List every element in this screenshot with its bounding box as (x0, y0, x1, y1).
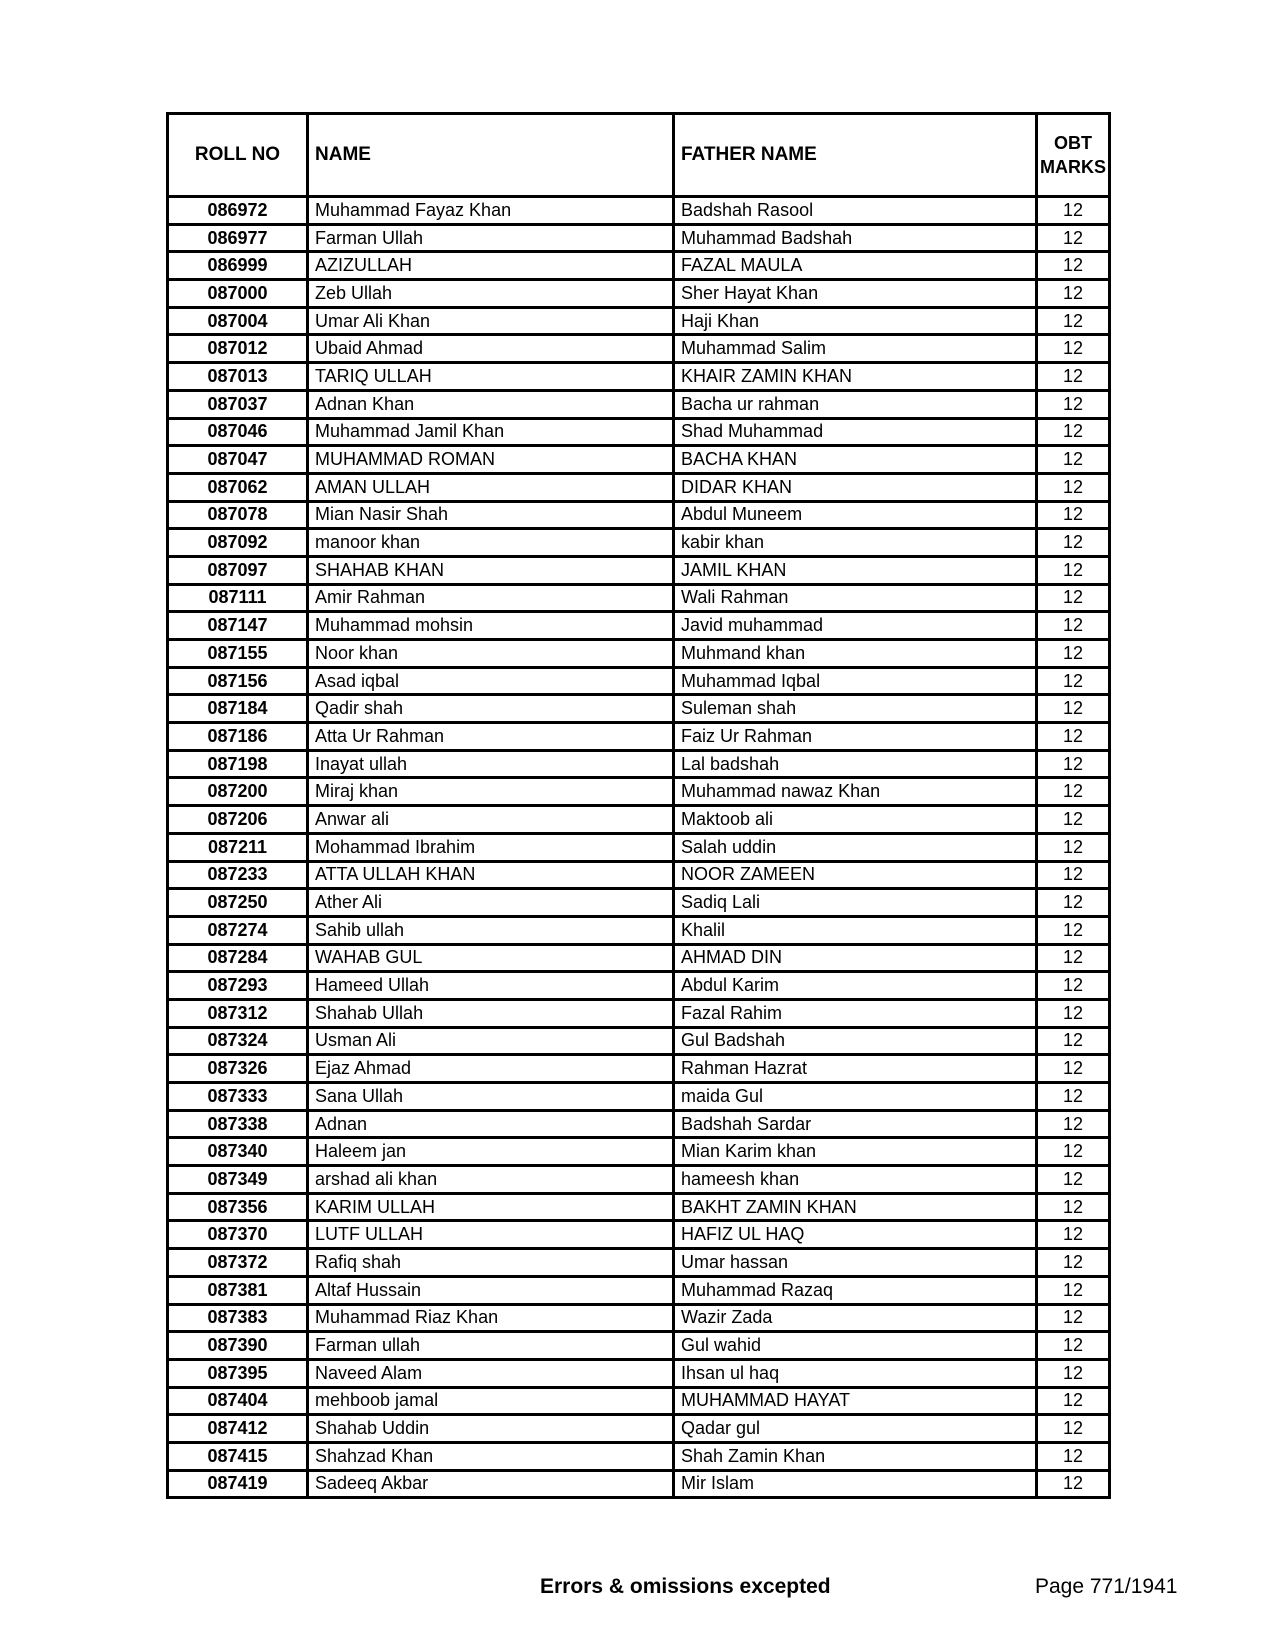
roll-no-cell: 087200 (168, 778, 308, 806)
table-row (168, 280, 1110, 308)
roll-no-cell: 087000 (168, 280, 308, 308)
marks-cell: 12 (1037, 335, 1110, 363)
table-row (168, 252, 1110, 280)
marks-cell: 12 (1037, 390, 1110, 418)
marks-cell: 12 (1037, 861, 1110, 889)
roll-no-cell: 087349 (168, 1166, 308, 1194)
roll-no-cell: 087198 (168, 750, 308, 778)
table-row (168, 1027, 1110, 1055)
table-row (168, 861, 1110, 889)
table-row (168, 750, 1110, 778)
table-row (168, 778, 1110, 806)
father-name-cell: Shad Muhammad (674, 418, 1037, 446)
table-row (168, 667, 1110, 695)
page-footer (0, 1575, 1275, 1605)
marks-cell: 12 (1037, 1470, 1110, 1498)
roll-no-cell: 087047 (168, 446, 308, 474)
name-cell: Umar Ali Khan (308, 307, 674, 335)
roll-no-cell: 087372 (168, 1249, 308, 1277)
father-name-cell: Muhammad Salim (674, 335, 1037, 363)
name-cell: Miraj khan (308, 778, 674, 806)
name-cell: Farman Ullah (308, 224, 674, 252)
marks-cell: 12 (1037, 1387, 1110, 1415)
roll-no-cell: 086977 (168, 224, 308, 252)
table-row (168, 1276, 1110, 1304)
marks-cell: 12 (1037, 750, 1110, 778)
father-name-cell: Wazir Zada (674, 1304, 1037, 1332)
table-row (168, 1332, 1110, 1360)
marks-cell: 12 (1037, 723, 1110, 751)
marks-cell: 12 (1037, 806, 1110, 834)
name-cell: ATTA ULLAH KHAN (308, 861, 674, 889)
marks-cell: 12 (1037, 1027, 1110, 1055)
marks-cell: 12 (1037, 418, 1110, 446)
name-cell: Sadeeq Akbar (308, 1470, 674, 1498)
roll-no-cell: 087184 (168, 695, 308, 723)
father-name-cell: Badshah Sardar (674, 1110, 1037, 1138)
roll-no-cell: 087404 (168, 1387, 308, 1415)
marks-cell: 12 (1037, 640, 1110, 668)
father-name-cell: KHAIR ZAMIN KHAN (674, 363, 1037, 391)
roll-no-cell: 087012 (168, 335, 308, 363)
marks-cell: 12 (1037, 1221, 1110, 1249)
name-cell: arshad ali khan (308, 1166, 674, 1194)
table-row (168, 612, 1110, 640)
table-row (168, 1304, 1110, 1332)
father-name-cell: Bacha ur rahman (674, 390, 1037, 418)
page-number: Page 771/1941 (1035, 1575, 1178, 1598)
marks-cell: 12 (1037, 363, 1110, 391)
father-name-cell: Haji Khan (674, 307, 1037, 335)
table-row (168, 501, 1110, 529)
results-table-body (168, 197, 1110, 1498)
father-name-cell: Salah uddin (674, 833, 1037, 861)
marks-cell: 12 (1037, 501, 1110, 529)
roll-no-cell: 087037 (168, 390, 308, 418)
marks-cell: 12 (1037, 916, 1110, 944)
name-cell: Noor khan (308, 640, 674, 668)
father-name-cell: Muhammad Razaq (674, 1276, 1037, 1304)
roll-no-cell: 087415 (168, 1442, 308, 1470)
father-name-cell: Sher Hayat Khan (674, 280, 1037, 308)
roll-no-cell: 087340 (168, 1138, 308, 1166)
table-row (168, 640, 1110, 668)
table-row (168, 1193, 1110, 1221)
father-name-cell: kabir khan (674, 529, 1037, 557)
marks-cell: 12 (1037, 1442, 1110, 1470)
name-cell: Anwar ali (308, 806, 674, 834)
table-row (168, 556, 1110, 584)
table-row (168, 999, 1110, 1027)
name-cell: Shahab Uddin (308, 1415, 674, 1443)
column-header-roll-no: ROLL NO (168, 114, 308, 197)
father-name-cell: Shah Zamin Khan (674, 1442, 1037, 1470)
name-cell: manoor khan (308, 529, 674, 557)
father-name-cell: Lal badshah (674, 750, 1037, 778)
marks-cell: 12 (1037, 1083, 1110, 1111)
roll-no-cell: 087111 (168, 584, 308, 612)
roll-no-cell: 087274 (168, 916, 308, 944)
marks-cell: 12 (1037, 584, 1110, 612)
table-row (168, 1249, 1110, 1277)
name-cell: Inayat ullah (308, 750, 674, 778)
roll-no-cell: 087284 (168, 944, 308, 972)
table-row (168, 1387, 1110, 1415)
results-table-header (168, 114, 1110, 197)
roll-no-cell: 087004 (168, 307, 308, 335)
marks-cell: 12 (1037, 280, 1110, 308)
name-cell: mehboob jamal (308, 1387, 674, 1415)
name-cell: Mohammad Ibrahim (308, 833, 674, 861)
name-cell: LUTF ULLAH (308, 1221, 674, 1249)
father-name-cell: MUHAMMAD HAYAT (674, 1387, 1037, 1415)
table-row (168, 307, 1110, 335)
table-row (168, 584, 1110, 612)
marks-cell: 12 (1037, 529, 1110, 557)
marks-cell: 12 (1037, 695, 1110, 723)
father-name-cell: Javid muhammad (674, 612, 1037, 640)
roll-no-cell: 087233 (168, 861, 308, 889)
roll-no-cell: 087046 (168, 418, 308, 446)
father-name-cell: Qadar gul (674, 1415, 1037, 1443)
name-cell: Naveed Alam (308, 1359, 674, 1387)
father-name-cell: Umar hassan (674, 1249, 1037, 1277)
name-cell: AMAN ULLAH (308, 473, 674, 501)
name-cell: Asad iqbal (308, 667, 674, 695)
table-row (168, 916, 1110, 944)
marks-cell: 12 (1037, 197, 1110, 225)
father-name-cell: DIDAR KHAN (674, 473, 1037, 501)
roll-no-cell: 087062 (168, 473, 308, 501)
father-name-cell: HAFIZ UL HAQ (674, 1221, 1037, 1249)
father-name-cell: Muhammad Iqbal (674, 667, 1037, 695)
roll-no-cell: 087156 (168, 667, 308, 695)
table-row (168, 1470, 1110, 1498)
marks-cell: 12 (1037, 944, 1110, 972)
name-cell: Muhammad Jamil Khan (308, 418, 674, 446)
name-cell: Muhammad Fayaz Khan (308, 197, 674, 225)
father-name-cell: BACHA KHAN (674, 446, 1037, 474)
table-row (168, 363, 1110, 391)
name-cell: Haleem jan (308, 1138, 674, 1166)
name-cell: MUHAMMAD ROMAN (308, 446, 674, 474)
father-name-cell: Rahman Hazrat (674, 1055, 1037, 1083)
name-cell: Rafiq shah (308, 1249, 674, 1277)
table-row (168, 1442, 1110, 1470)
roll-no-cell: 086972 (168, 197, 308, 225)
father-name-cell: Abdul Karim (674, 972, 1037, 1000)
marks-cell: 12 (1037, 972, 1110, 1000)
father-name-cell: Muhammad nawaz Khan (674, 778, 1037, 806)
marks-cell: 12 (1037, 1193, 1110, 1221)
name-cell: Shahzad Khan (308, 1442, 674, 1470)
marks-cell: 12 (1037, 1110, 1110, 1138)
name-cell: Zeb Ullah (308, 280, 674, 308)
name-cell: Muhammad mohsin (308, 612, 674, 640)
roll-no-cell: 087338 (168, 1110, 308, 1138)
roll-no-cell: 087356 (168, 1193, 308, 1221)
footer-note: Errors & omissions excepted (540, 1575, 831, 1598)
roll-no-cell: 087412 (168, 1415, 308, 1443)
table-row (168, 972, 1110, 1000)
name-cell: Amir Rahman (308, 584, 674, 612)
table-row (168, 418, 1110, 446)
header-row (168, 114, 1110, 197)
father-name-cell: AHMAD DIN (674, 944, 1037, 972)
father-name-cell: Khalil (674, 916, 1037, 944)
roll-no-cell: 087186 (168, 723, 308, 751)
marks-cell: 12 (1037, 1415, 1110, 1443)
table-row (168, 1138, 1110, 1166)
name-cell: Adnan (308, 1110, 674, 1138)
name-cell: Ather Ali (308, 889, 674, 917)
roll-no-cell: 087147 (168, 612, 308, 640)
father-name-cell: Ihsan ul haq (674, 1359, 1037, 1387)
father-name-cell: Sadiq Lali (674, 889, 1037, 917)
father-name-cell: Fazal Rahim (674, 999, 1037, 1027)
table-row (168, 197, 1110, 225)
name-cell: AZIZULLAH (308, 252, 674, 280)
father-name-cell: Gul Badshah (674, 1027, 1037, 1055)
father-name-cell: Suleman shah (674, 695, 1037, 723)
name-cell: KARIM ULLAH (308, 1193, 674, 1221)
table-row (168, 224, 1110, 252)
father-name-cell: maida Gul (674, 1083, 1037, 1111)
roll-no-cell: 086999 (168, 252, 308, 280)
father-name-cell: Muhammad Badshah (674, 224, 1037, 252)
name-cell: TARIQ ULLAH (308, 363, 674, 391)
roll-no-cell: 087155 (168, 640, 308, 668)
roll-no-cell: 087333 (168, 1083, 308, 1111)
marks-cell: 12 (1037, 667, 1110, 695)
name-cell: Sana Ullah (308, 1083, 674, 1111)
name-cell: Qadir shah (308, 695, 674, 723)
marks-cell: 12 (1037, 833, 1110, 861)
roll-no-cell: 087013 (168, 363, 308, 391)
marks-cell: 12 (1037, 473, 1110, 501)
table-row (168, 833, 1110, 861)
father-name-cell: Abdul Muneem (674, 501, 1037, 529)
roll-no-cell: 087324 (168, 1027, 308, 1055)
table-row (168, 390, 1110, 418)
roll-no-cell: 087419 (168, 1470, 308, 1498)
roll-no-cell: 087293 (168, 972, 308, 1000)
table-row (168, 446, 1110, 474)
table-row (168, 889, 1110, 917)
marks-cell: 12 (1037, 1249, 1110, 1277)
table-row (168, 1055, 1110, 1083)
father-name-cell: Maktoob ali (674, 806, 1037, 834)
name-cell: Sahib ullah (308, 916, 674, 944)
name-cell: Altaf Hussain (308, 1276, 674, 1304)
marks-cell: 12 (1037, 224, 1110, 252)
marks-cell: 12 (1037, 1332, 1110, 1360)
name-cell: Ejaz Ahmad (308, 1055, 674, 1083)
roll-no-cell: 087097 (168, 556, 308, 584)
roll-no-cell: 087381 (168, 1276, 308, 1304)
father-name-cell: JAMIL KHAN (674, 556, 1037, 584)
father-name-cell: Faiz Ur Rahman (674, 723, 1037, 751)
table-row (168, 1083, 1110, 1111)
marks-cell: 12 (1037, 252, 1110, 280)
marks-cell: 12 (1037, 1138, 1110, 1166)
roll-no-cell: 087383 (168, 1304, 308, 1332)
father-name-cell: Muhmand khan (674, 640, 1037, 668)
marks-cell: 12 (1037, 1276, 1110, 1304)
marks-cell: 12 (1037, 1055, 1110, 1083)
table-row (168, 806, 1110, 834)
table-row (168, 1166, 1110, 1194)
roll-no-cell: 087092 (168, 529, 308, 557)
father-name-cell: Wali Rahman (674, 584, 1037, 612)
table-row (168, 473, 1110, 501)
roll-no-cell: 087390 (168, 1332, 308, 1360)
table-row (168, 1415, 1110, 1443)
name-cell: Shahab Ullah (308, 999, 674, 1027)
marks-cell: 12 (1037, 1166, 1110, 1194)
name-cell: Usman Ali (308, 1027, 674, 1055)
marks-cell: 12 (1037, 1359, 1110, 1387)
name-cell: SHAHAB KHAN (308, 556, 674, 584)
column-header-father-name: FATHER NAME (674, 114, 1037, 197)
table-row (168, 944, 1110, 972)
roll-no-cell: 087326 (168, 1055, 308, 1083)
table-row (168, 695, 1110, 723)
roll-no-cell: 087211 (168, 833, 308, 861)
marks-cell: 12 (1037, 778, 1110, 806)
table-row (168, 335, 1110, 363)
name-cell: Farman ullah (308, 1332, 674, 1360)
table-row (168, 529, 1110, 557)
father-name-cell: hameesh khan (674, 1166, 1037, 1194)
marks-cell: 12 (1037, 889, 1110, 917)
name-cell: Adnan Khan (308, 390, 674, 418)
father-name-cell: Mir Islam (674, 1470, 1037, 1498)
name-cell: Hameed Ullah (308, 972, 674, 1000)
father-name-cell: Gul wahid (674, 1332, 1037, 1360)
father-name-cell: Badshah Rasool (674, 197, 1037, 225)
name-cell: Mian Nasir Shah (308, 501, 674, 529)
name-cell: WAHAB GUL (308, 944, 674, 972)
marks-cell: 12 (1037, 999, 1110, 1027)
marks-cell: 12 (1037, 446, 1110, 474)
marks-cell: 12 (1037, 307, 1110, 335)
roll-no-cell: 087206 (168, 806, 308, 834)
table-row (168, 1221, 1110, 1249)
father-name-cell: NOOR ZAMEEN (674, 861, 1037, 889)
results-table (166, 112, 1111, 1499)
roll-no-cell: 087250 (168, 889, 308, 917)
father-name-cell: Mian Karim khan (674, 1138, 1037, 1166)
roll-no-cell: 087395 (168, 1359, 308, 1387)
name-cell: Ubaid Ahmad (308, 335, 674, 363)
table-row (168, 1359, 1110, 1387)
table-row (168, 1110, 1110, 1138)
father-name-cell: BAKHT ZAMIN KHAN (674, 1193, 1037, 1221)
roll-no-cell: 087078 (168, 501, 308, 529)
father-name-cell: FAZAL MAULA (674, 252, 1037, 280)
marks-cell: 12 (1037, 556, 1110, 584)
name-cell: Muhammad Riaz Khan (308, 1304, 674, 1332)
marks-cell: 12 (1037, 1304, 1110, 1332)
name-cell: Atta Ur Rahman (308, 723, 674, 751)
table-row (168, 723, 1110, 751)
column-header-name: NAME (308, 114, 674, 197)
column-header-obt-marks: OBT MARKS (1037, 114, 1110, 197)
roll-no-cell: 087312 (168, 999, 308, 1027)
roll-no-cell: 087370 (168, 1221, 308, 1249)
marks-cell: 12 (1037, 612, 1110, 640)
